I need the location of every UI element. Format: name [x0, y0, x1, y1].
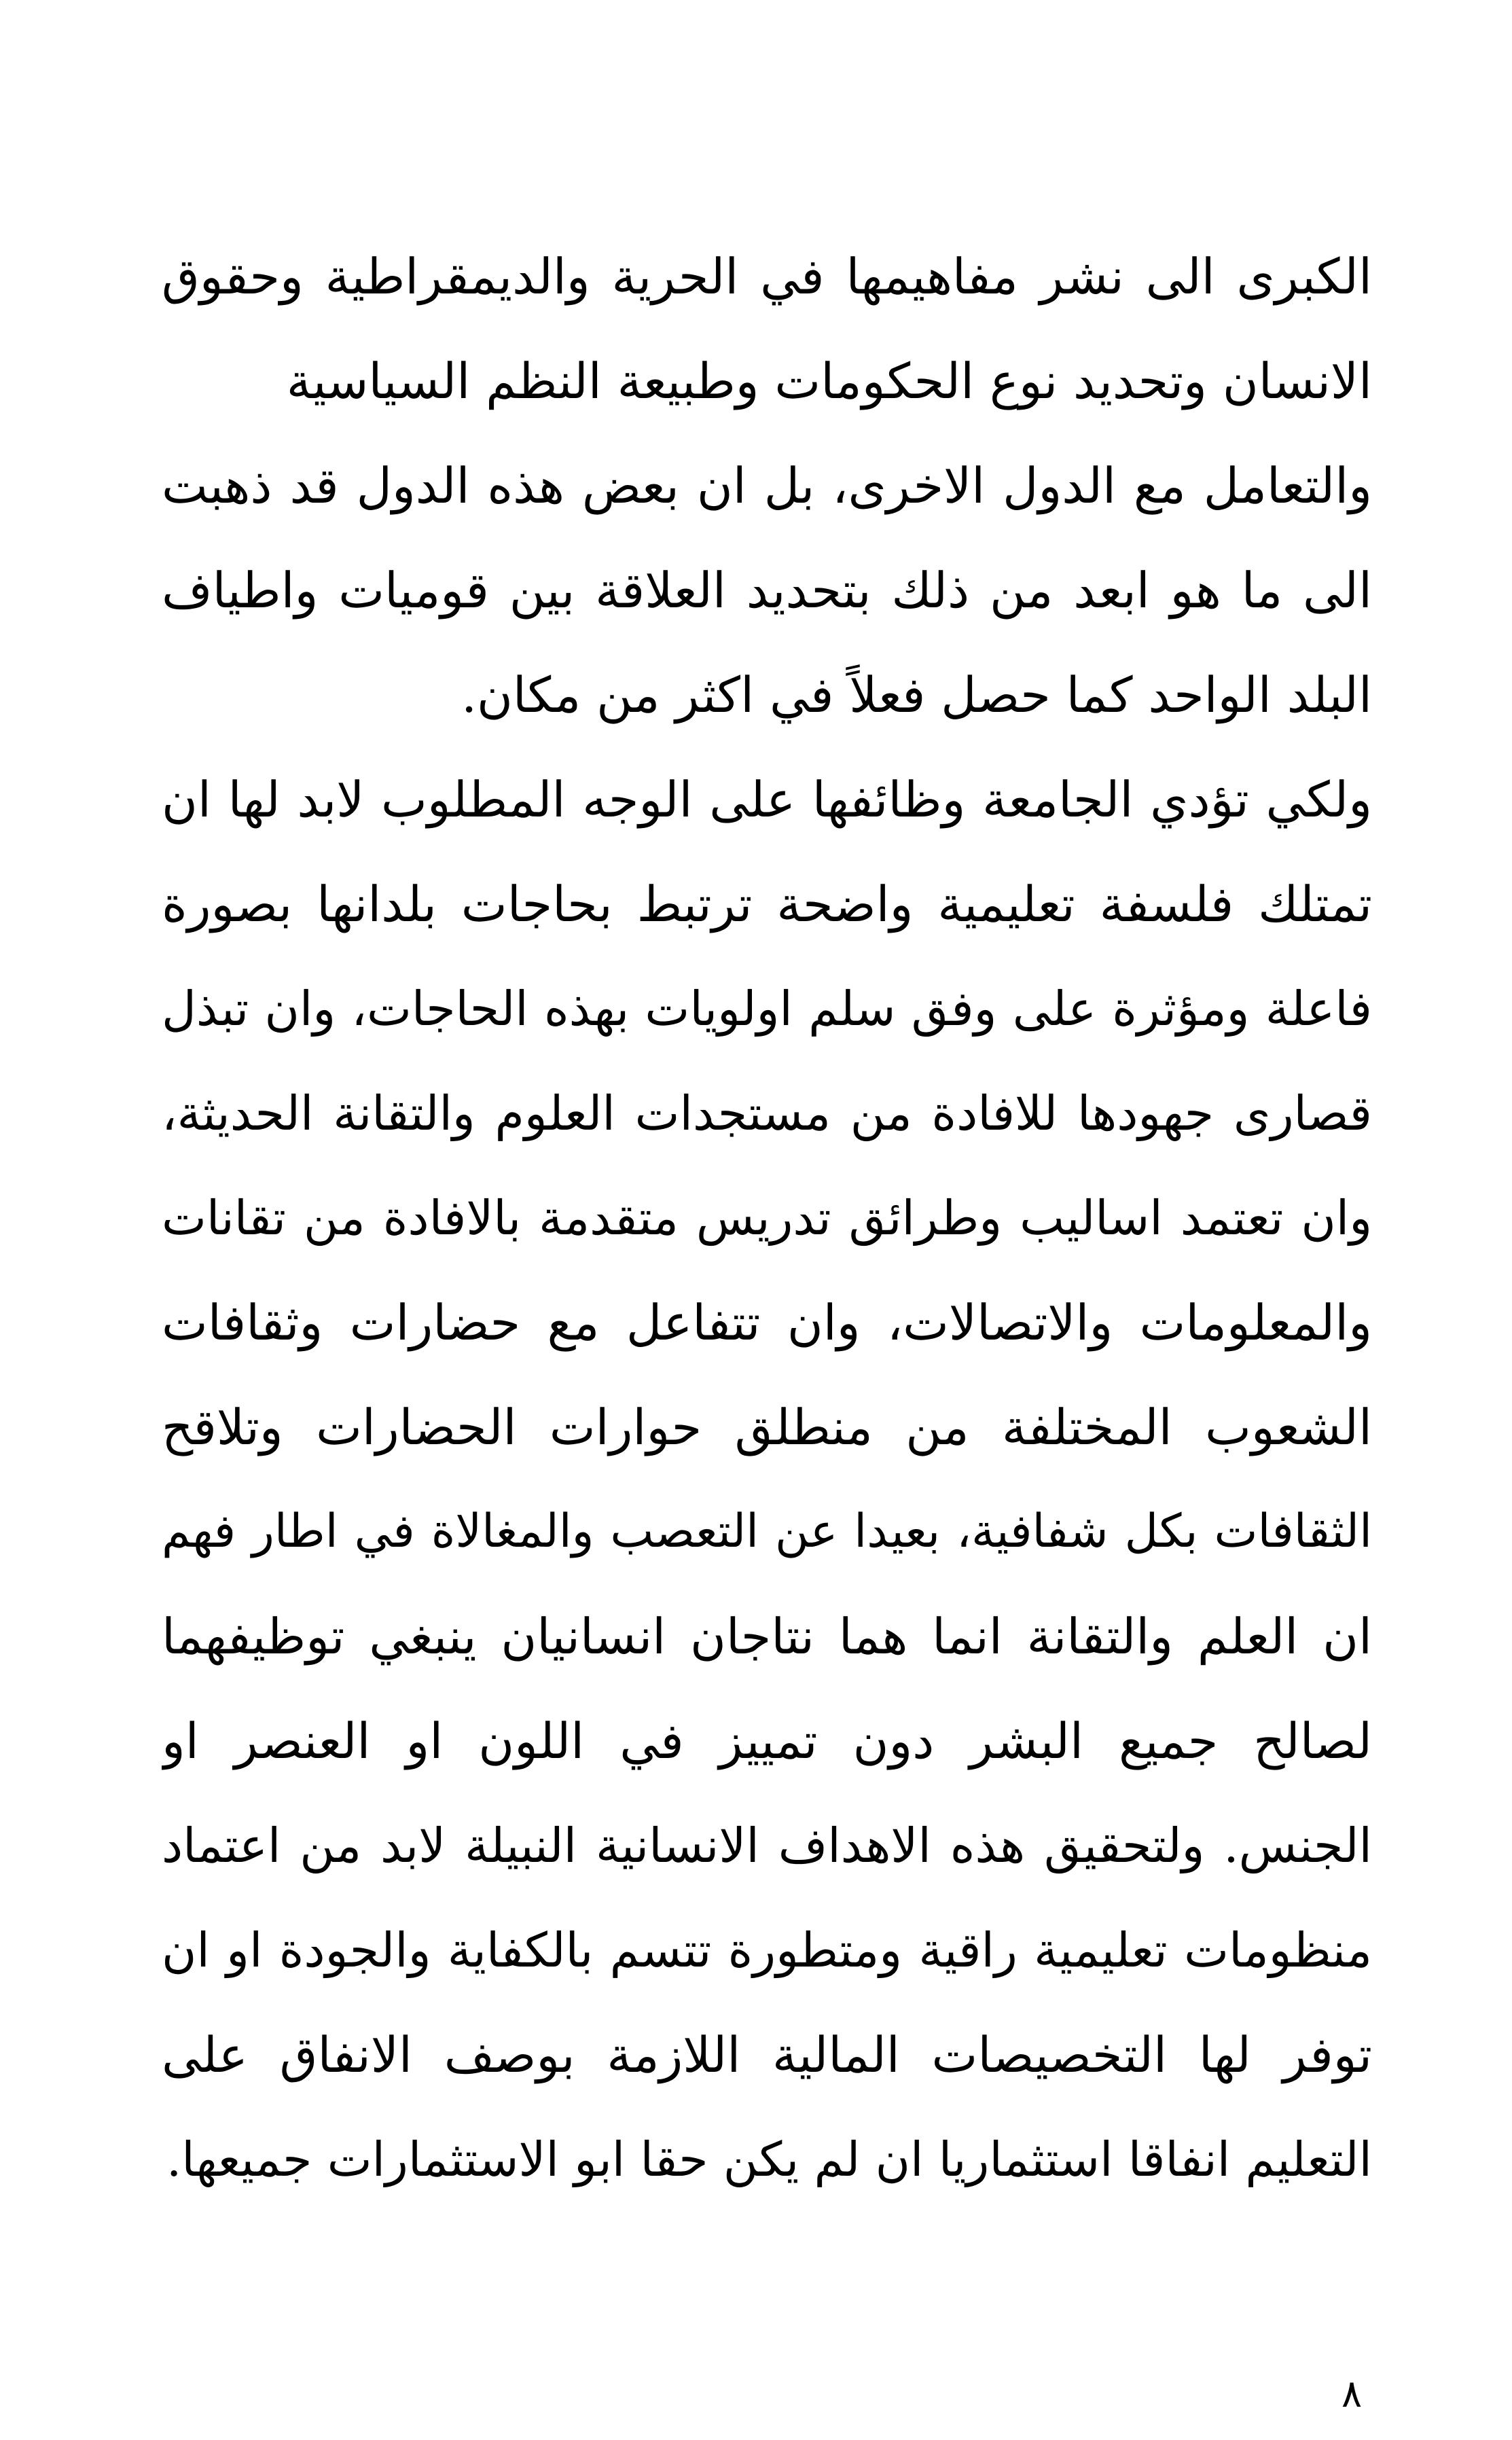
text-line-8: فاعلة ومؤثرة على وفق سلم اولويات بهذه الحاجات، وان تبذل — [162, 981, 1372, 1037]
text-line-4: الى ما هو ابعد من ذلك بتحديد العلاقة بين قوميات واطياف — [162, 562, 1372, 619]
text-line-18: توفر لها التخصيصات المالية اللازمة بوصف الانفاق على — [162, 2026, 1372, 2083]
text-line-6: ولكي تؤدي الجامعة وظائفها على الوجه المطلوب لابد لها ان — [162, 771, 1372, 828]
text-line-10: وان تعتمد اساليب وطرائق تدريس متقدمة بالافادة من تقانات — [162, 1190, 1372, 1246]
text-line-17: منظومات تعليمية راقية ومتطورة تتسم بالكفاية والجودة او ان — [162, 1922, 1372, 1978]
text-line-13: الثقافات بكل شفافية، بعيدا عن التعصب والمغالاة في اطار فهم — [162, 1505, 1372, 1558]
text-line-9: قصارى جهودها للافادة من مستجدات العلوم والتقانة الحديثة، — [162, 1086, 1372, 1141]
text-line-16: الجنس. ولتحقيق هذه الاهداف الانسانية النبيلة لابد من اعتماد — [162, 1818, 1372, 1873]
text-line-3: والتعامل مع الدول الاخرى، بل ان بعض هذه الدول قد ذهبت — [162, 457, 1372, 514]
text-line-14: ان العلم والتقانة انما هما نتاجان انسانيان ينبغي توظيفهما — [162, 1608, 1372, 1665]
text-line-15: لصالح جميع البشر دون تمييز في اللون او العنصر او — [162, 1712, 1372, 1770]
text-line-12: الشعوب المختلفة من منطلق حوارات الحضارات وتلاقح — [162, 1399, 1372, 1456]
text-line-11: والمعلومات والاتصالات، وان تتفاعل مع حضارات وثقافات — [162, 1294, 1372, 1351]
text-line-5: البلد الواحد كما حصل فعلاً في اكثر من مكان. — [461, 666, 1372, 723]
text-line-19: التعليم انفاقا استثماريا ان لم يكن حقا ابو الاستثمارات جميعها. — [166, 2132, 1372, 2187]
text-line-2: الانسان وتحديد نوع الحكومات وطبيعة النظم السياسية — [286, 353, 1372, 410]
body-text — [162, 224, 1372, 2212]
text-line-1: الكبرى الى نشر مفاهيمها في الحرية والديمقراطية وحقوق — [162, 248, 1372, 305]
text-line-7: تمتلك فلسفة تعليمية واضحة ترتبط بحاجات بلدانها بصورة — [162, 876, 1372, 933]
page-number: ٨ — [1341, 2372, 1363, 2416]
